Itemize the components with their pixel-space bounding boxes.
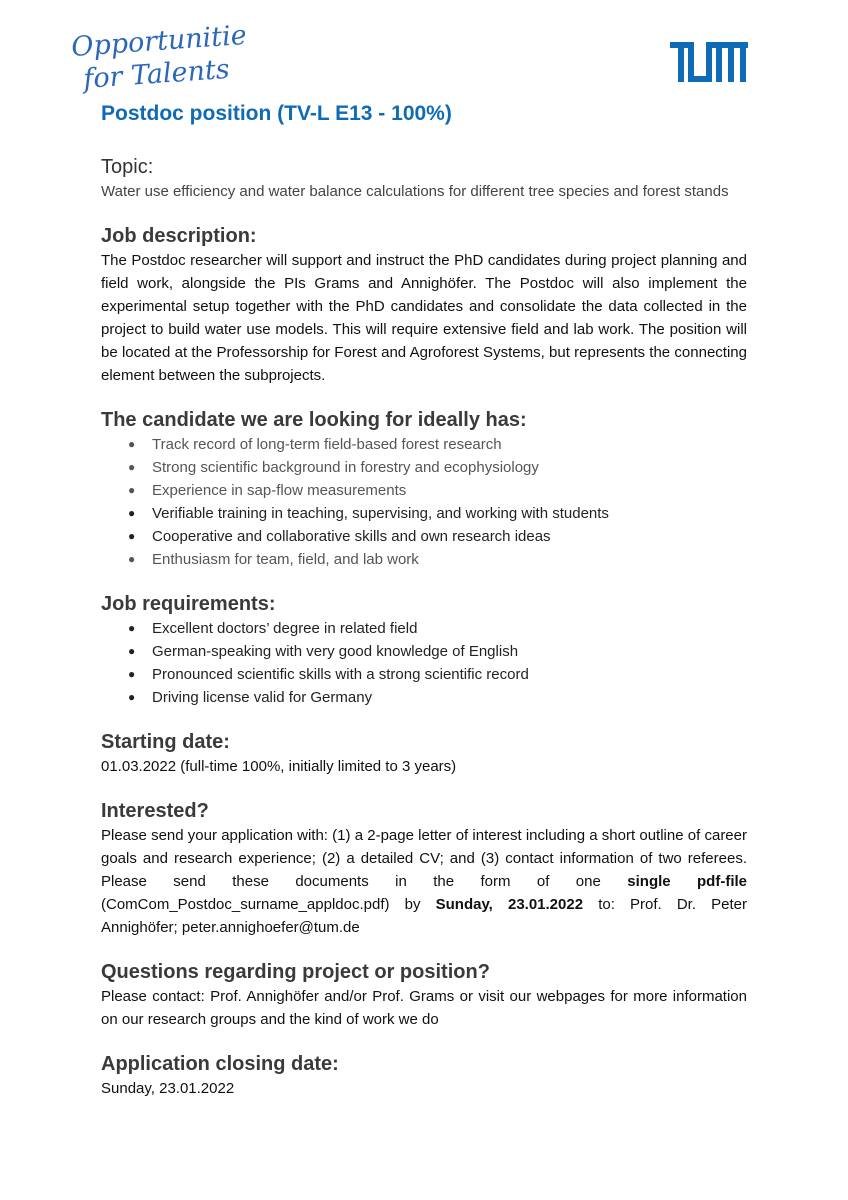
list-item: ● Experience in sap-flow measurements (128, 482, 407, 499)
opportunities-for-talents-logo (70, 22, 245, 107)
requirements-list (101, 617, 747, 709)
list-item: ● German-speaking with very good knowledge of English (128, 643, 519, 660)
tum-logo (670, 42, 748, 82)
list-item: ● Enthusiasm for team, field, and lab work (128, 551, 419, 568)
questions-section (101, 959, 747, 1031)
questions-text: Please contact: Prof. Annighöfer and/or Prof. Grams or visit our webpages for more information on our research groups and the kind of work we do (101, 988, 747, 1028)
list-item: ● Verifiable training in teaching, supervising, and working with students (128, 505, 609, 522)
list-item: ● Driving license valid for Germany (128, 689, 373, 706)
closing-text: Sunday, 23.01.2022 (101, 1080, 235, 1097)
topic-text: Water use efficiency and water balance calculations for different tree species and forest stands (101, 183, 729, 200)
page-title: Postdoc position (TV-L E13 - 100%) (101, 102, 452, 125)
job-description-heading: Job description: (101, 225, 257, 247)
closing-heading: Application closing date: (101, 1053, 339, 1075)
list-item: ● Excellent doctors’ degree in related field (128, 620, 418, 637)
candidate-heading: The candidate we are looking for ideally has: (101, 409, 527, 431)
candidate-list (101, 433, 747, 571)
list-item: ● Track record of long-term field-based forest research (128, 436, 502, 453)
starting-text: 01.03.2022 (full-time 100%, initially limited to 3 years) (101, 758, 457, 775)
closing-section (101, 1051, 747, 1100)
list-item: ● Strong scientific background in forestry and ecophysiology (128, 459, 539, 476)
document-body (101, 98, 747, 1100)
starting-section (101, 729, 747, 778)
logo-line-1: Opportunities (70, 22, 245, 63)
questions-heading: Questions regarding project or position? (101, 961, 490, 983)
interested-text: Please send your application with: (1) a 2-page letter of interest including a short outline of career goals and research experience; (2) a detailed CV; and (3) contact information of two referees. Please send these documents in the form of one single pdf-file (ComCom_Postdoc_surname_appldoc.pdf) by Sunday, 23.01.2022 to: Prof. Dr. Peter Annighöfer; peter.annighoefer@tum.de (101, 827, 748, 936)
list-item: ● Cooperative and collaborative skills and own research ideas (128, 528, 551, 545)
candidate-section (101, 407, 747, 571)
interested-section (101, 798, 747, 939)
job-description-text: The Postdoc researcher will support and instruct the PhD candidates during project planning and field work, alongside the PIs Grams and Annighöfer. The Postdoc will also implement the experimental setup together with the PhD candidates and consolidate the data collected in the project to build water use models. This will require extensive field and lab work. The position will be located at the Professorship for Forest and Agroforest Systems, but represents the connecting element between the subprojects. (101, 252, 747, 384)
logo-line-2: for Talents (82, 53, 231, 95)
job-description-section (101, 223, 747, 387)
topic-section (101, 154, 747, 203)
list-item: ● Pronounced scientific skills with a strong scientific record (128, 666, 529, 683)
interested-heading: Interested? (101, 800, 209, 822)
starting-heading: Starting date: (101, 731, 230, 753)
topic-heading: Topic: (101, 156, 154, 178)
requirements-heading: Job requirements: (101, 593, 276, 615)
requirements-section (101, 591, 747, 709)
